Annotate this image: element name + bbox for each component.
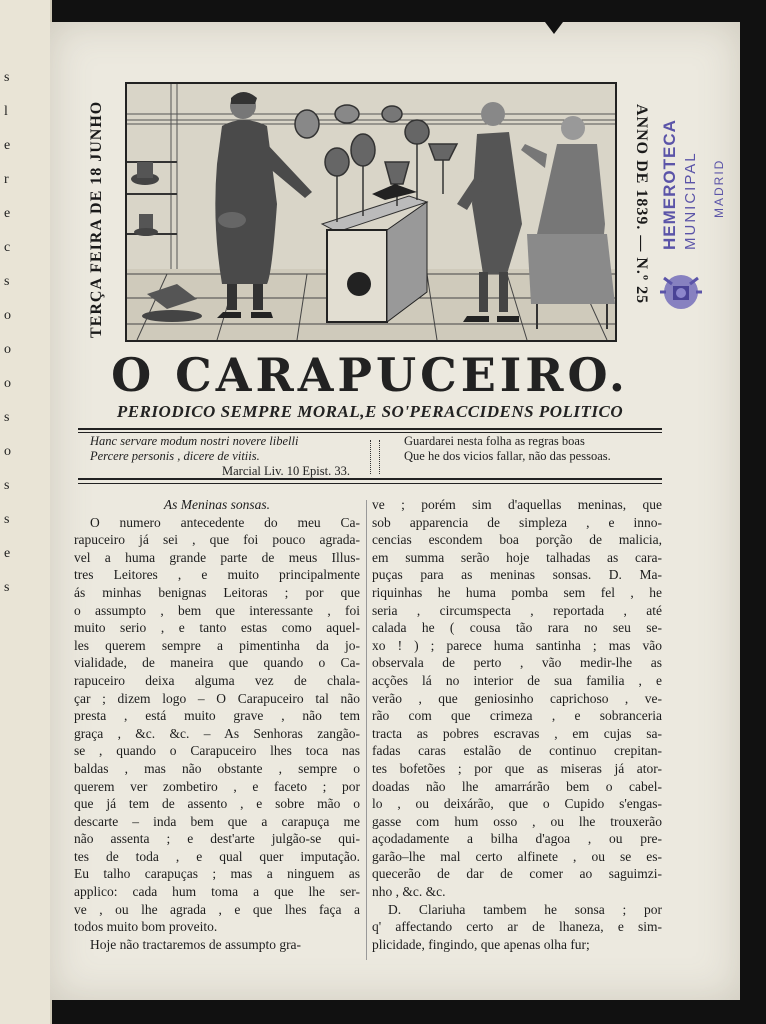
portuguese-epigraph: [404, 434, 664, 464]
newspaper-title: O CARAPUCEIRO.: [111, 348, 629, 402]
article-line: Eu talho carapuças ; mas a ninguem as: [74, 866, 360, 882]
article-line: vel a huma grande parte de meus Illus-: [74, 549, 360, 565]
previous-page-fragment: o: [4, 342, 11, 357]
article-line: xo ! ) ; parece huma santinha ; mas vão: [372, 637, 662, 653]
article-column-left: [74, 496, 360, 953]
page-notch: [545, 22, 563, 34]
article-line: todos muito bom proveito.: [74, 919, 218, 935]
article-line: o assumpto , bem que interessante , foi: [74, 602, 360, 618]
article-line: graça , &c. &c. – As Senhoras zangão-: [74, 725, 360, 741]
article-line: sob apparencia de simpleza , e inno-: [372, 514, 662, 530]
previous-page-fragment: s: [4, 410, 10, 425]
article-line: se , quando o Carapuceiro lhes toca nas: [74, 743, 360, 759]
article-line: vialidade, de maneira que quando o Ca-: [74, 655, 360, 671]
previous-page-fragment: o: [4, 308, 11, 323]
stamp-seal-icon: [656, 268, 706, 312]
article-line: seria , circumspecta , reportada , até: [372, 602, 662, 618]
previous-page-fragment: e: [4, 546, 11, 561]
article-line: nho , &c. &c.: [372, 884, 446, 900]
article-line: observala de perto , vão medir-lhe as: [372, 655, 662, 671]
article-line: plicidade, fingindo, que apenas olha fur;: [372, 936, 590, 952]
article-line: ás minhas benignas Leitoras ; por que: [74, 584, 360, 600]
previous-page-fragment: s: [4, 580, 10, 595]
article-line: ve ; porém sim d'aquellas meninas, que: [372, 497, 662, 512]
previous-page-fragment: l: [4, 104, 8, 119]
article-line: çar ; dizem logo – O Carapuceiro tal não: [74, 690, 360, 706]
header-rule: [78, 478, 662, 480]
article-line: não assenta ; e dest'arte julgão-se qui-: [74, 831, 360, 847]
previous-page-fragment: s: [4, 274, 10, 289]
epigraph-line: Guardarei nesta folha as regras boas: [404, 434, 585, 448]
epigraph-line: Percere personis , dicere de vitiis.: [90, 449, 260, 463]
article-line: riquinhas he huma pomba sem fel , he: [372, 584, 662, 600]
article-line: querem ver zombetiro , e faceto ; por: [74, 778, 360, 794]
article-line: rapuceiro deixa alguma vez de chala-: [74, 672, 360, 688]
article-line: fadas caras estalão de continuo crepitan-: [372, 743, 662, 759]
previous-page-fragment: e: [4, 206, 11, 221]
article-heading: As Meninas sonsas.: [163, 497, 271, 512]
article-line: açodadamente a bilha d'agoa , ou pre-: [372, 831, 662, 847]
stamp-line-1: HEMEROTECA: [660, 119, 679, 250]
article-line: les querem sempre a pimentinha da jo-: [74, 637, 360, 653]
newspaper-subtitle: PERIODICO SEMPRE MORAL,E SO'PERACCIDENS POLITICO: [116, 402, 624, 421]
previous-page-fragment: s: [4, 478, 10, 493]
article-line: lo , ou deixárão, que o Cupido s'engas-: [372, 796, 662, 812]
epigraph-source: Marcial Liv. 10 Epist. 33.: [222, 464, 350, 478]
article-line: Hoje não tractaremos de assumpto gra-: [90, 936, 302, 952]
article-line: tes bofetões ; por que as miseras já ator-: [372, 760, 662, 776]
article-line: descarte – inda bem que a carapuça me: [74, 813, 360, 829]
article-line: muito serio , e tanto estas como aquel-: [74, 620, 360, 636]
woodcut-illustration: [125, 82, 617, 342]
article-line: presta , está muito grave , não tem: [74, 708, 360, 724]
previous-page-fragment: c: [4, 240, 11, 255]
article-line: rão com que crimeza , e sobranceria: [372, 708, 662, 724]
article-line: calada he ( cousa tão rara no seu se-: [372, 620, 662, 636]
header-rule: [78, 428, 662, 430]
issue-number: ANNO DE 1839. — N.º 25: [633, 104, 650, 305]
header-rule: [78, 432, 662, 433]
article-column-right: [372, 496, 662, 953]
latin-epigraph: [90, 434, 350, 479]
stamp-line-3: MADRID: [712, 158, 726, 218]
stamp-line-2: MUNICIPAL: [682, 151, 699, 250]
article-line: applico: cada hum toma a que lhe ser-: [74, 884, 360, 900]
article-line: O numero antecedente do meu Ca-: [90, 514, 360, 530]
previous-page-fragment: s: [4, 512, 10, 527]
article-line: garão–lhe mal certo alfinete , ou se es-: [372, 848, 662, 864]
previous-page-edge: [0, 0, 52, 1024]
article-line: quecerão de dar de comer ao saguimzi-: [372, 866, 662, 882]
previous-page-fragment: r: [4, 172, 9, 187]
article-line: q' affectando certo ar de lhaneza, e sim-: [372, 919, 662, 935]
article-line: puças para as meninas sonsas. D. Ma-: [372, 567, 662, 583]
article-line: D. Clariuha tambem he sonsa ; por: [388, 901, 662, 917]
epigraph-line: Hanc servare modum nostri novere libelli: [90, 434, 299, 448]
article-line: que já tem de assento , e sobre mão o: [74, 796, 360, 812]
article-line: rapuceiro já sei , que foi pouco agrada-: [74, 532, 360, 548]
article-line: baldas , mas não obstante , sempre o: [74, 760, 360, 776]
article-line: cencias escondem boa porção de malicia,: [372, 532, 662, 548]
previous-page-fragment: s: [4, 70, 10, 85]
issue-date: TERÇA FEIRA DE 18 JUNHO: [88, 100, 105, 338]
previous-page-fragment: e: [4, 138, 11, 153]
article-line: verão , que geniosinho caprichoso , ve-: [372, 690, 662, 706]
previous-page-fragment: o: [4, 376, 11, 391]
article-line: tes de toda , e qual quer imputação.: [74, 848, 360, 864]
previous-page-fragment: o: [4, 444, 11, 459]
article-line: doadas não lhe amarrárão bem o cabel-: [372, 778, 662, 794]
epigraph-line: Que he dos vicios fallar, não das pessoas.: [404, 449, 611, 463]
article-line: acções lá no interior de sua familia , e: [372, 672, 662, 688]
article-line: tres Leitores , e muito principalmente: [74, 567, 360, 583]
header-rule: [78, 483, 662, 484]
column-divider: [366, 500, 367, 960]
article-line: em summa serão hoje talhadas as cara-: [372, 549, 662, 565]
article-line: ve , ou lhe agrada , e que lhes faça a: [74, 901, 360, 917]
library-stamp: [640, 100, 736, 320]
article-line: tracta as pobres escravas , em cujas sa-: [372, 725, 662, 741]
article-line: gasse com hum osso , ou lhe trouxerão: [372, 813, 662, 829]
epigraph-divider: [370, 440, 380, 474]
